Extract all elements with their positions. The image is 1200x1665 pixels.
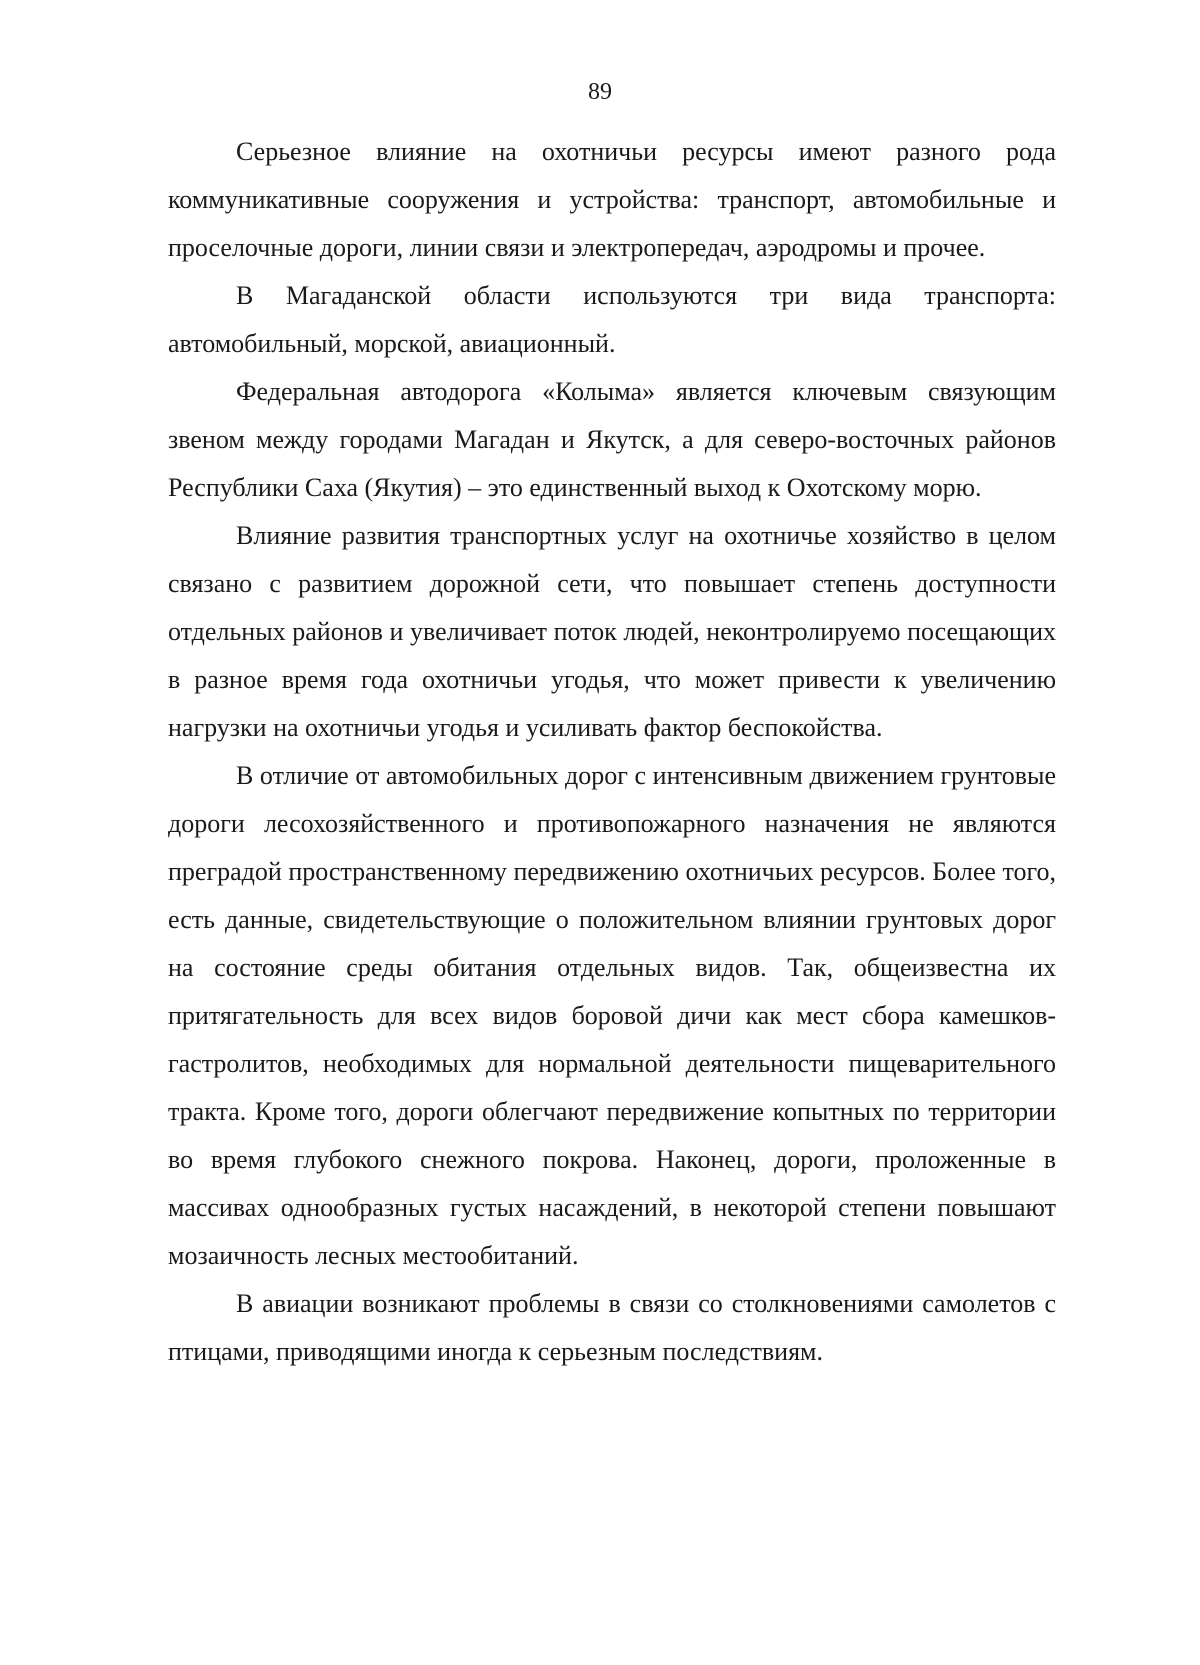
document-body — [168, 128, 1056, 1376]
paragraph-transport-services: Влияние развития транспортных услуг на охотничье хозяйство в целом связано с развитием дорожной сети, что повышает степень доступности отдельных районов и увеличивает поток людей, неконтролируемо посещающих в разное время года охотничьи угодья, что может привести к увеличению нагрузки на охотничьи угодья и усиливать фактор беспокойства. — [168, 521, 1056, 742]
paragraph-aviation: В авиации возникают проблемы в связи со столкновениями самолетов с птицами, приводящими иногда к серьезным последствиям. — [168, 1289, 1056, 1366]
paragraph-transport-types: В Магаданской области используются три вида транспорта: автомобильный, морской, авиационный. — [168, 281, 1056, 358]
paragraph-dirt-roads: В отличие от автомобильных дорог с интенсивным движением грунтовые дороги лесохозяйственного и противопожарного назначения не являются преградой пространственному передвижению охотничьих ресурсов. Более того, есть данные, свидетельствующие о положительном влиянии грунтовых дорог на состояние среды обитания отдельных видов. Так, общеизвестна их притягательность для всех видов боровой дичи как мест сбора камешков-гастролитов, необходимых для нормальной деятельности пищеварительного тракта. Кроме того, дороги облегчают передвижение копытных по территории во время глубокого снежного покрова. Наконец, дороги, проложенные в массивах однообразных густых насаждений, в некоторой степени повышают мозаичность лесных местообитаний. — [168, 761, 1056, 1270]
paragraph-communications-impact: Серьезное влияние на охотничьи ресурсы имеют разного рода коммуникативные сооружения и устройства: транспорт, автомобильные и проселочные дороги, линии связи и электропередач, аэродромы и прочее. — [168, 137, 1056, 262]
paragraph-kolyma-highway: Федеральная автодорога «Колыма» является ключевым связующим звеном между городами Магадан и Якутск, а для северо-восточных районов Республики Саха (Якутия) – это единственный выход к Охотскому морю. — [168, 377, 1056, 502]
page-number: 89 — [588, 79, 612, 105]
